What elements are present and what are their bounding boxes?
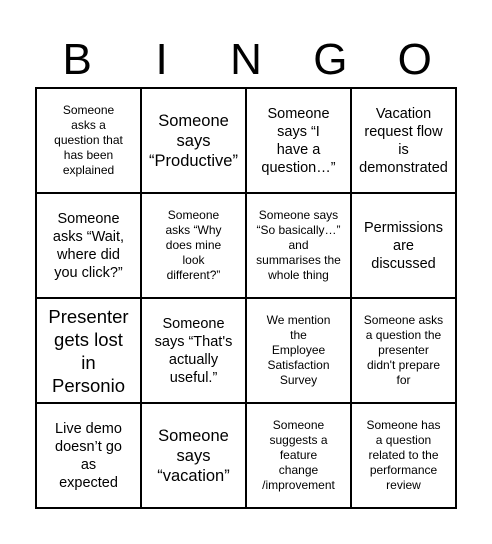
- cell-text: Someone asks a question the presenter didn't prepare for: [363, 313, 444, 387]
- bingo-cell[interactable]: [351, 88, 456, 193]
- cell-text: Presenter gets lost in Personio: [48, 305, 129, 396]
- cell-text: Someone says “vacation”: [157, 426, 230, 485]
- header-letter-i: I: [155, 35, 168, 84]
- bingo-cell[interactable]: [36, 193, 141, 298]
- bingo-cell[interactable]: [36, 88, 141, 193]
- header-letter-n: N: [230, 35, 262, 84]
- cell-text: Someone asks “Why does mine look different?”: [165, 208, 222, 282]
- cell-text: Someone has a question related to the performance review: [366, 418, 441, 492]
- header-letter-g: G: [313, 35, 348, 84]
- cell-text: We mention the Employee Satisfaction Survey: [266, 313, 331, 387]
- cell-text: Someone asks a question that has been explained: [54, 103, 123, 177]
- cell-text: Someone says “I have a question…”: [261, 105, 336, 176]
- bingo-cell[interactable]: [351, 193, 456, 298]
- bingo-header: [35, 34, 457, 86]
- bingo-cell[interactable]: [246, 298, 351, 403]
- bingo-cell[interactable]: [141, 298, 246, 403]
- bingo-cell[interactable]: [246, 88, 351, 193]
- bingo-cell[interactable]: [141, 193, 246, 298]
- bingo-cell[interactable]: [246, 193, 351, 298]
- bingo-board: [35, 87, 457, 509]
- bingo-cell[interactable]: [141, 88, 246, 193]
- bingo-cell[interactable]: [351, 403, 456, 508]
- header-letter-o: O: [397, 35, 432, 84]
- bingo-cell[interactable]: [141, 403, 246, 508]
- cell-text: Someone says “So basically…” and summarises the whole thing: [256, 208, 341, 282]
- bingo-cell[interactable]: [36, 403, 141, 508]
- cell-text: Someone suggests a feature change /improvement: [262, 418, 335, 492]
- cell-text: Someone asks “Wait, where did you click?”: [52, 210, 125, 281]
- bingo-cell[interactable]: [351, 298, 456, 403]
- cell-text: Vacation request flow is demonstrated: [359, 105, 448, 176]
- cell-text: Permissions are discussed: [364, 219, 443, 272]
- cell-text: Live demo doesn’t go as expected: [55, 420, 122, 491]
- bingo-cell[interactable]: [246, 403, 351, 508]
- cell-text: Someone says “Productive”: [149, 111, 238, 170]
- header-letter-b: B: [62, 35, 92, 84]
- bingo-cell[interactable]: [36, 298, 141, 403]
- cell-text: Someone says “That's actually useful.”: [154, 315, 233, 386]
